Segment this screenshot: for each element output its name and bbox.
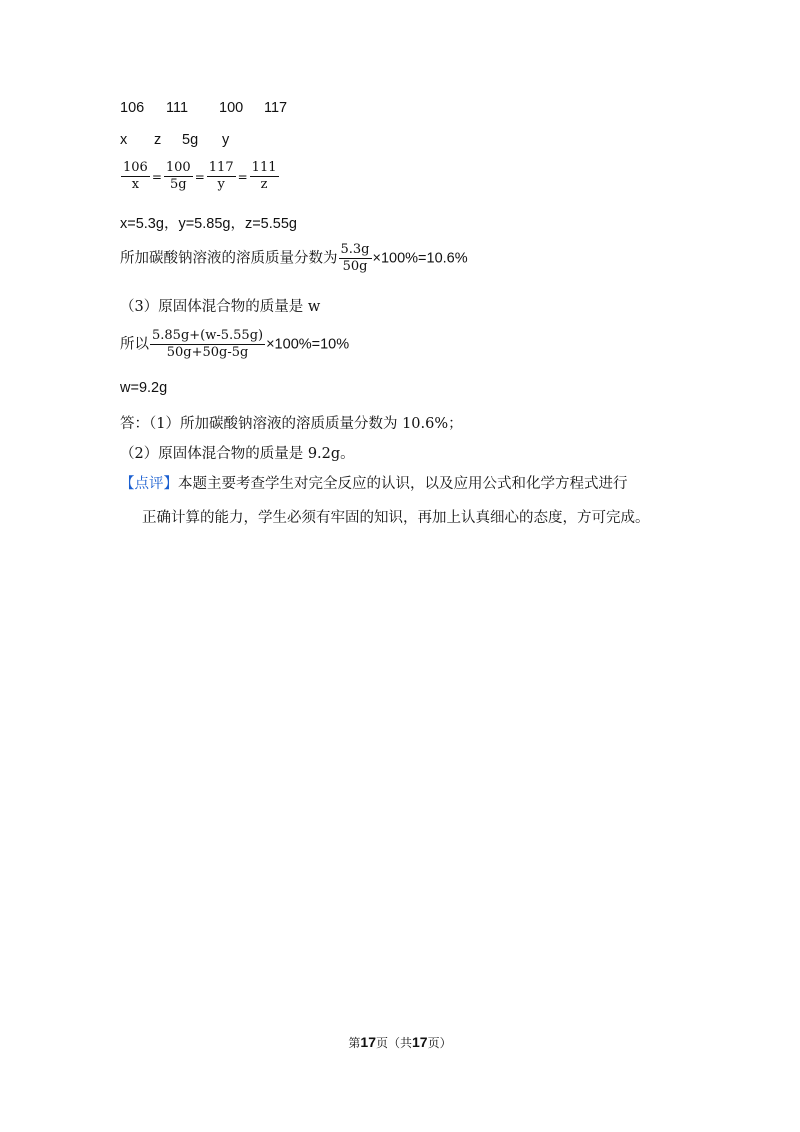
fraction-100-5g: $\frac{100}{5g}$ xyxy=(165,160,191,192)
var-y: y xyxy=(222,132,230,148)
num-106: 106 xyxy=(120,100,145,116)
total-pages: 17 xyxy=(412,1034,428,1050)
variables-row xyxy=(120,132,229,148)
current-page: 17 xyxy=(360,1034,376,1050)
fraction-117-y: $\frac{117}{y}$ xyxy=(208,160,234,192)
num-111: 111 xyxy=(166,100,189,116)
answer-1: 答：（1）所加碳酸钠溶液的溶质质量分数为 10.6%； xyxy=(120,416,463,432)
fraction-w-equation: $\frac{5.85g+(w-5.55g)}{50g+50g-5g}$ xyxy=(152,328,264,360)
fraction-106-x: $\frac{106}{x}$ xyxy=(123,160,148,192)
var-z: z xyxy=(154,132,162,148)
comment-line-1: 【点评】本题主要考查学生对完全反应的认识，以及应用公式和化学方程式进行 xyxy=(120,476,628,492)
page-footer: 第17页（共17页） xyxy=(348,1034,452,1050)
answer-2: （2）原固体混合物的质量是 9.2g。 xyxy=(120,446,355,462)
w-result: w=9.2g xyxy=(120,380,168,396)
equals-sign: = xyxy=(237,169,248,184)
equals-sign: = xyxy=(194,169,205,184)
results-line: x=5.3g，y=5.85g，z=5.55g xyxy=(120,216,297,232)
fraction-5.3g-50g: $\frac{5.3g}{50g}$ xyxy=(340,242,370,274)
part3-intro: （3）原固体混合物的质量是 w xyxy=(120,299,321,315)
num-117: 117 xyxy=(264,100,288,116)
mass-fraction-line: 所加碳酸钠溶液的溶质质量分数为 $\frac{5.3g}{50g}$ ×100%=10.6% xyxy=(120,242,468,274)
var-5g: 5g xyxy=(182,132,199,148)
equals-sign: = xyxy=(151,169,162,184)
comment-line-2: 正确计算的能力，学生必须有牢固的知识，再加上认真细心的态度，方可完成。 xyxy=(142,510,650,526)
comment-tag: 【点评】 xyxy=(120,476,178,492)
part3-equation: 所以 $\frac{5.85g+(w-5.55g)}{50g+50g-5g}$ ×100%=10% xyxy=(120,328,350,360)
proportion-equation xyxy=(120,160,280,193)
num-100: 100 xyxy=(219,100,244,116)
var-x: x xyxy=(120,132,128,148)
fraction-111-z: $\frac{111}{z}$ xyxy=(251,160,277,192)
numbers-row xyxy=(120,100,287,116)
